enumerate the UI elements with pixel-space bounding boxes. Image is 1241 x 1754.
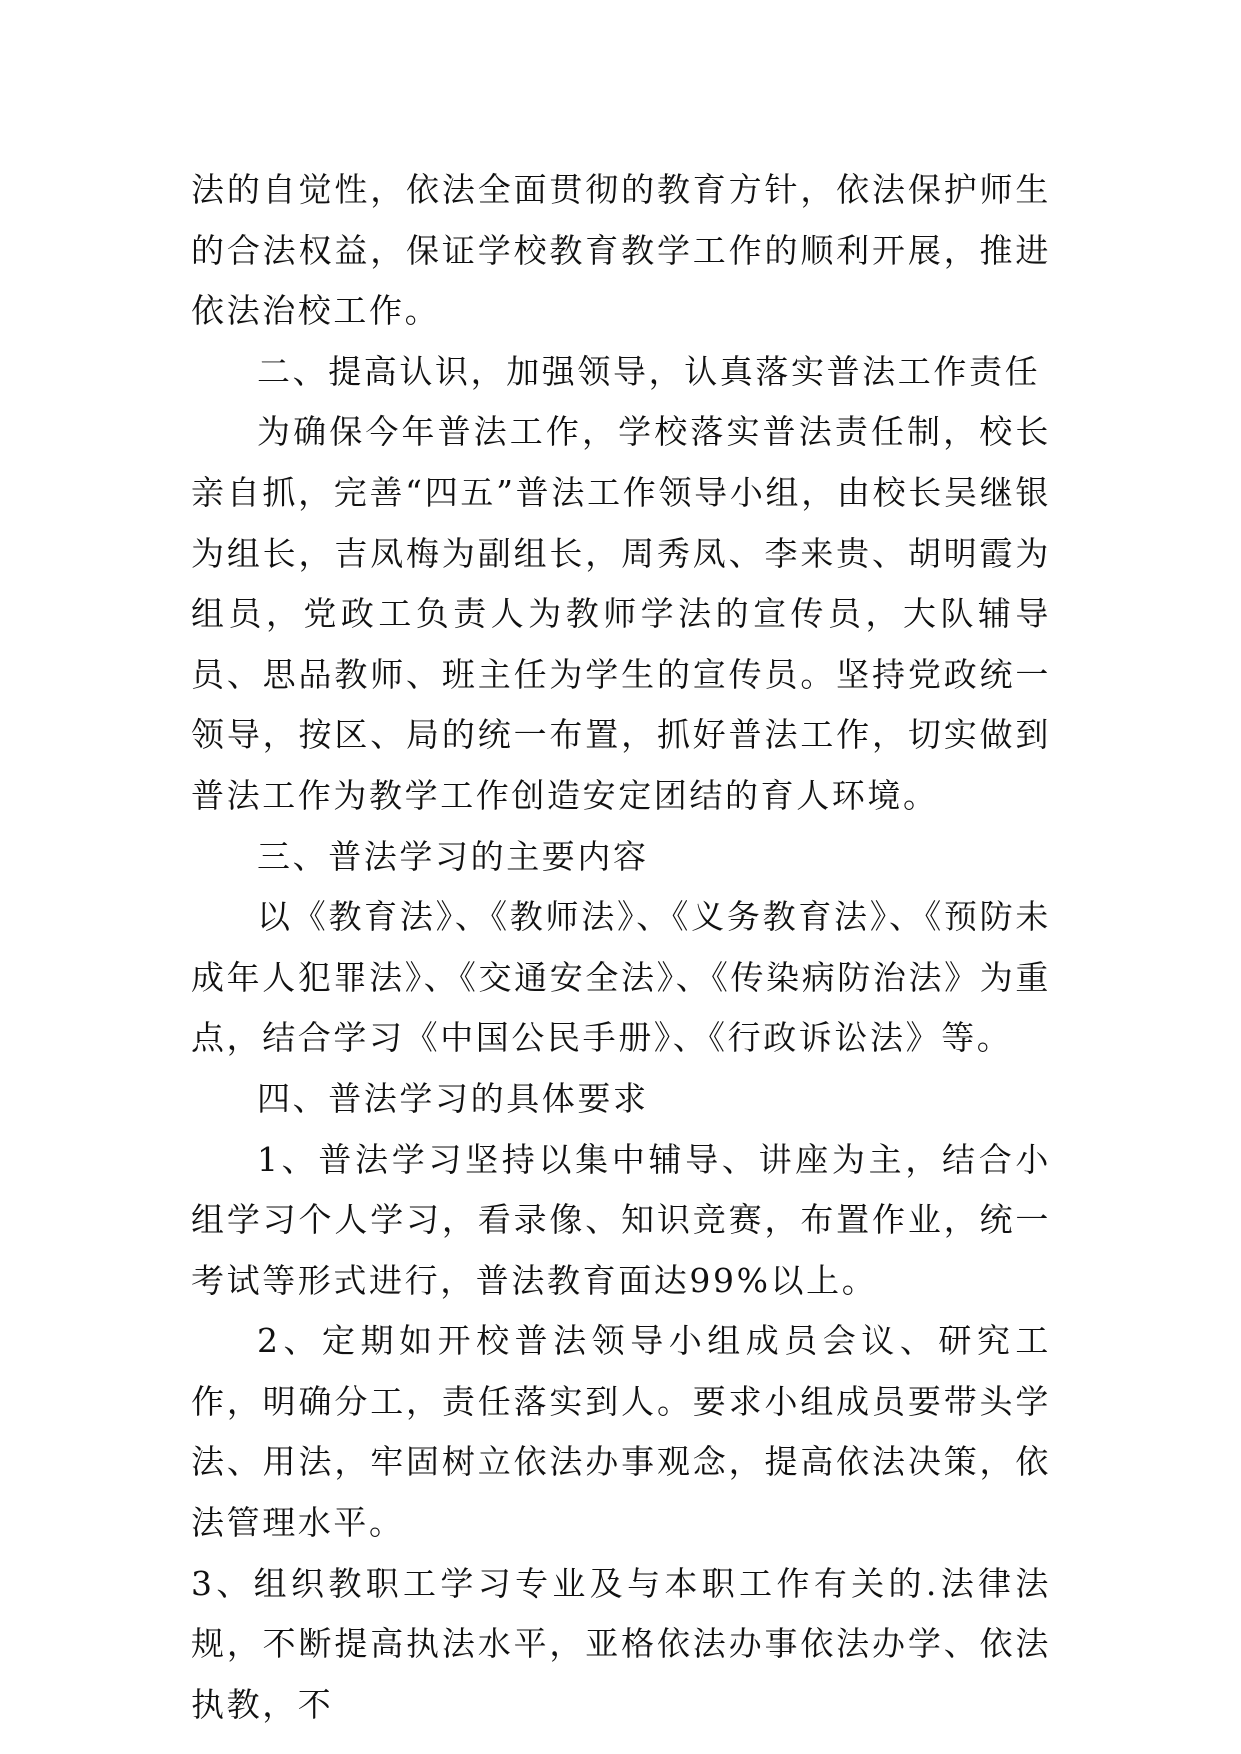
paragraph-responsibility: 为确保今年普法工作，学校落实普法责任制，校长亲自抓，完善“四五”普法工作领导小组，由校长吴继银为组长，吉凤梅为副组长，周秀凤、李来贵、胡明霞为组员，党政工负责人为教师学法的宣传员，大队辅导员、思品教师、班主任为学生的宣传员。坚持党政统一领导，按区、局的统一布置，抓好普法工作，切实做到普法工作为教学工作创造安定团结的育人环境。 [191, 412, 1051, 815]
paragraph-requirement-1: 1、普法学习坚持以集中辅导、讲座为主，结合小组学习个人学习，看录像、知识竞赛，布置作业，统一考试等形式进行，普法教育面达99%以上。 [191, 1139, 1051, 1300]
section-heading-2: 二、提高认识，加强领导，认真落实普法工作责任 [257, 351, 1041, 391]
section-heading-4: 四、普法学习的具体要求 [257, 1078, 649, 1118]
paragraph-requirement-3: 3、组织教职工学习专业及与本职工作有关的.法律法规，不断提高执法水平，亚格依法办事依法办学、依法执教，不 [191, 1563, 1051, 1724]
document-body [191, 160, 1051, 1735]
section-heading-3: 三、普法学习的主要内容 [257, 836, 649, 876]
paragraph-continuation: 法的自觉性，依法全面贯彻的教育方针，依法保护师生的合法权益，保证学校教育教学工作的顺利开展，推进依法治校工作。 [191, 170, 1051, 331]
paragraph-requirement-2: 2、定期如开校普法领导小组成员会议、研究工作，明确分工，责任落实到人。要求小组成员要带头学法、用法，牢固树立依法办事观念，提高依法决策，依法管理水平。 [191, 1321, 1051, 1543]
paragraph-content: 以《教育法》、《教师法》、《义务教育法》、《预防未成年人犯罪法》、《交通安全法》、《传染病防治法》为重点，结合学习《中国公民手册》、《行政诉讼法》等。 [191, 897, 1051, 1058]
